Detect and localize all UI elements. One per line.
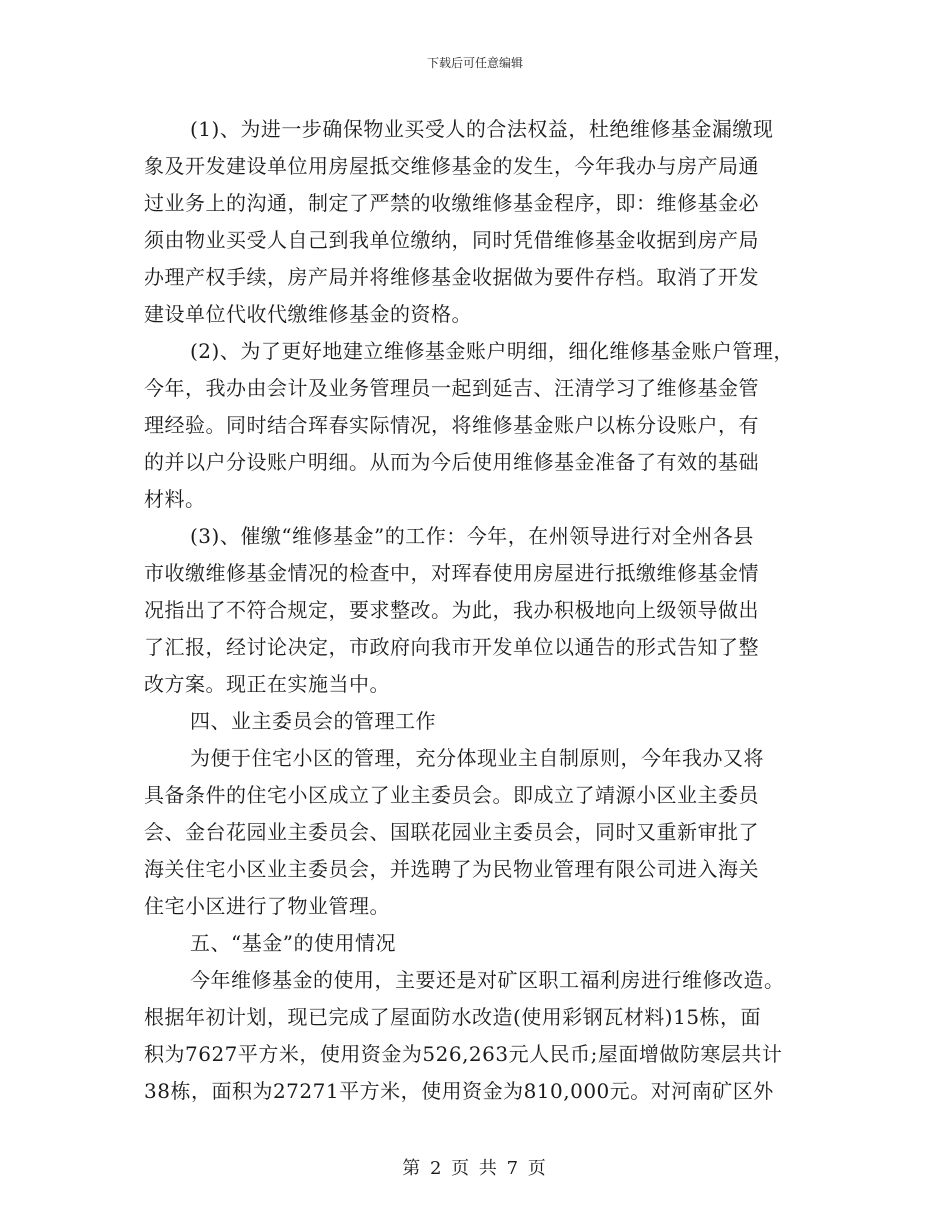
paragraph-line: 根据年初计划，现已完成了屋面防水改造(使用彩钢瓦材料)15栋，面 — [144, 1005, 762, 1029]
section-heading: 五、“基金”的使用情况 — [190, 931, 396, 955]
paragraph-line: 材料。 — [144, 487, 206, 511]
paragraph-line: 具备条件的住宅小区成立了业主委员会。即成立了靖源小区业主委员 — [144, 783, 759, 807]
paragraph-line: 建设单位代收代缴维修基金的资格。 — [144, 302, 472, 326]
paragraph-line: 的并以户分设账户明细。从而为今后使用维修基金准备了有效的基础 — [144, 450, 759, 474]
paragraph-line: 积为7627平方米，使用资金为526,263元人民币;屋面增做防寒层共计 — [144, 1042, 783, 1066]
paragraph-line: 了汇报，经讨论决定，市政府向我市开发单位以通告的形式告知了整 — [144, 635, 759, 659]
paragraph-line: (1)、为进一步确保物业买受人的合法权益，杜绝维修基金漏缴现 — [190, 117, 774, 141]
paragraph-line: 况指出了不符合规定，要求整改。为此，我办积极地向上级领导做出 — [144, 598, 759, 622]
paragraph-line: 会、金台花园业主委员会、国联花园业主委员会，同时又重新审批了 — [144, 820, 759, 844]
paragraph-line: 办理产权手续，房产局并将维修基金收据做为要件存档。取消了开发 — [144, 265, 759, 289]
paragraph-line: 38栋，面积为27271平方米，使用资金为810,000元。对河南矿区外 — [144, 1079, 774, 1103]
paragraph-line: 过业务上的沟通，制定了严禁的收缴维修基金程序，即：维修基金必 — [144, 191, 759, 215]
paragraph-line: 住宅小区进行了物业管理。 — [144, 894, 390, 918]
paragraph-line: 为便于住宅小区的管理，充分体现业主自制原则，今年我办又将 — [190, 746, 764, 770]
paragraph-line: 今年，我办由会计及业务管理员一起到延吉、汪清学习了维修基金管 — [144, 376, 759, 400]
paragraph-line: 理经验。同时结合珲春实际情况，将维修基金账户以栋分设账户，有 — [144, 413, 759, 437]
page-footer: 第 2 页 共 7 页 — [402, 1158, 548, 1179]
paragraph-line: 市收缴维修基金情况的检查中，对珲春使用房屋进行抵缴维修基金情 — [144, 561, 759, 585]
page-header: 下载后可任意编辑 — [426, 56, 523, 70]
paragraph-line: 象及开发建设单位用房屋抵交维修基金的发生，今年我办与房产局通 — [144, 154, 759, 178]
paragraph-line: 须由物业买受人自己到我单位缴纳，同时凭借维修基金收据到房产局 — [144, 228, 759, 252]
paragraph-line: 改方案。现正在实施当中。 — [144, 672, 390, 696]
paragraph-line: 海关住宅小区业主委员会，并选聘了为民物业管理有限公司进入海关 — [144, 857, 759, 881]
paragraph-line: 今年维修基金的使用，主要还是对矿区职工福利房进行维修改造。 — [190, 968, 785, 992]
paragraph-line: (3)、催缴“维修基金”的工作：今年，在州领导进行对全州各县 — [190, 524, 754, 548]
paragraph-line: (2)、为了更好地建立维修基金账户明细，细化维修基金账户管理， — [190, 339, 794, 363]
section-heading: 四、业主委员会的管理工作 — [190, 709, 436, 733]
